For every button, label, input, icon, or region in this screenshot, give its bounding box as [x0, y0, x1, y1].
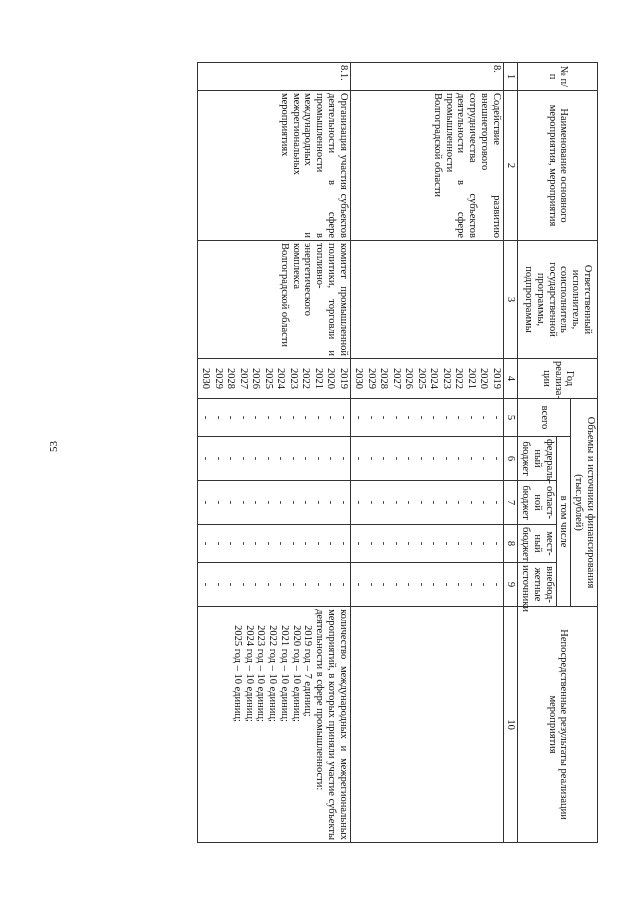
dash-value: - [262, 415, 274, 420]
dash-value: - [453, 541, 465, 546]
dash-value: - [453, 582, 465, 587]
result-year-line: 2019 год – 7 единиц; [302, 625, 314, 717]
dash-value: - [287, 541, 299, 546]
dash-value: - [390, 415, 402, 420]
dash-value: - [453, 415, 465, 420]
dash-value: - [365, 541, 377, 546]
year-value: 2027 [390, 368, 402, 389]
year-value: 2024 [428, 368, 440, 389]
year-value: 2028 [225, 368, 237, 389]
result-year-line: 2022 год – 10 единиц; [267, 625, 279, 722]
dash-value: - [275, 456, 287, 461]
dash-value: - [428, 541, 440, 546]
dash-value: - [415, 541, 427, 546]
dash-value: - [353, 541, 365, 546]
dash-value: - [453, 456, 465, 461]
row-result [350, 607, 503, 843]
dash-value: - [415, 456, 427, 461]
row-regional-values [350, 481, 503, 525]
result-year-line: 2021 год – 10 единиц; [279, 625, 290, 722]
col-number-4: 4 [503, 359, 518, 399]
dash-value: - [337, 541, 349, 546]
dash-value: - [250, 541, 262, 546]
year-value: 2019 [490, 368, 502, 389]
dash-value: - [390, 541, 402, 546]
page-number: 53 [48, 441, 60, 452]
dash-value: - [325, 500, 337, 505]
dash-value: - [478, 415, 490, 420]
dash-value: - [415, 415, 427, 420]
dash-value: - [365, 582, 377, 587]
year-value: 2028 [378, 368, 390, 389]
row-federal-values [197, 437, 350, 481]
dash-value: - [478, 582, 490, 587]
dash-value: - [237, 582, 249, 587]
col-number-3: 3 [503, 241, 518, 359]
dash-value: - [312, 541, 324, 546]
dash-value: - [275, 582, 287, 587]
row-name: Организация участия субъектов деятельности в сфере промышленности в международных и межрегиональных мероприятиях [197, 91, 350, 241]
dash-value: - [287, 500, 299, 505]
dash-value: - [312, 456, 324, 461]
dash-value: - [300, 415, 312, 420]
dash-value: - [300, 500, 312, 505]
header-number: № п/п [518, 63, 598, 91]
row-number: 8.1. [197, 63, 350, 91]
dash-value: - [403, 415, 415, 420]
dash-value: - [428, 456, 440, 461]
year-value: 2025 [415, 368, 427, 389]
dash-value: - [212, 541, 224, 546]
year-value: 2026 [403, 368, 415, 389]
dash-value: - [237, 456, 249, 461]
dash-value: - [465, 541, 477, 546]
dash-value: - [300, 541, 312, 546]
dash-value: - [465, 415, 477, 420]
dash-value: - [287, 456, 299, 461]
dash-value: - [378, 456, 390, 461]
dash-value: - [440, 456, 452, 461]
col-number-2: 2 [503, 91, 518, 241]
dash-value: - [428, 582, 440, 587]
dash-value: - [250, 582, 262, 587]
table-row [350, 63, 503, 843]
dash-value: - [337, 415, 349, 420]
dash-value: - [225, 541, 237, 546]
dash-value: - [262, 456, 274, 461]
row-years [350, 359, 503, 399]
header-including: в том числе [556, 437, 571, 607]
year-value: 2030 [353, 368, 365, 389]
dash-value: - [403, 582, 415, 587]
dash-value: - [465, 456, 477, 461]
dash-value: - [325, 456, 337, 461]
year-value: 2029 [365, 368, 377, 389]
dash-value: - [275, 541, 287, 546]
row-offbudget-values [197, 563, 350, 607]
row-number: 8. [350, 63, 503, 91]
dash-value: - [415, 582, 427, 587]
header-result: Непосредственные результаты реализации мероприятия [518, 607, 598, 843]
dash-value: - [287, 582, 299, 587]
dash-value: - [353, 582, 365, 587]
dash-value: - [262, 541, 274, 546]
dash-value: - [287, 415, 299, 420]
col-number-10: 10 [503, 607, 518, 843]
dash-value: - [428, 415, 440, 420]
dash-value: - [390, 582, 402, 587]
dash-value: - [212, 456, 224, 461]
dash-value: - [212, 582, 224, 587]
dash-value: - [237, 541, 249, 546]
col-number-7: 7 [503, 481, 518, 525]
result-year-line: 2020 год – 10 единиц; [290, 625, 302, 722]
year-value: 2029 [212, 368, 224, 389]
dash-value: - [478, 541, 490, 546]
dash-value: - [490, 456, 502, 461]
dash-value: - [225, 415, 237, 420]
dash-value: - [312, 415, 324, 420]
dash-value: - [465, 500, 477, 505]
dash-value: - [353, 456, 365, 461]
dash-value: - [440, 500, 452, 505]
dash-value: - [478, 456, 490, 461]
dash-value: - [200, 582, 212, 587]
row-responsible: комитет промышленной политики, торговли и топливно-энергетического комплекса Волгоградской области [197, 241, 350, 359]
dash-value: - [365, 456, 377, 461]
dash-value: - [453, 500, 465, 505]
col-number-8: 8 [503, 525, 518, 563]
row-name: Содействие развитию внешнеторгового сотрудничества субъектов деятельности в сфере промышленности Волгоградской области [350, 91, 503, 241]
financing-table [197, 62, 598, 843]
dash-value: - [390, 500, 402, 505]
year-value: 2026 [250, 368, 262, 389]
dash-value: - [300, 456, 312, 461]
dash-value: - [262, 500, 274, 505]
dash-value: - [440, 582, 452, 587]
row-local-values [350, 525, 503, 563]
dash-value: - [378, 541, 390, 546]
year-value: 2020 [325, 368, 337, 389]
dash-value: - [440, 541, 452, 546]
dash-value: - [353, 500, 365, 505]
result-year-line: 2025 год – 10 единиц; [232, 625, 243, 722]
dash-value: - [200, 456, 212, 461]
col-number-9: 9 [503, 563, 518, 607]
dash-value: - [478, 500, 490, 505]
dash-value: - [312, 500, 324, 505]
row-offbudget-values [350, 563, 503, 607]
dash-value: - [237, 415, 249, 420]
dash-value: - [212, 415, 224, 420]
header-regional: област-ной бюджет [518, 481, 556, 525]
row-years [197, 359, 350, 399]
row-total-values [197, 399, 350, 437]
rotated-table-container [98, 62, 598, 842]
dash-value: - [200, 415, 212, 420]
dash-value: - [378, 582, 390, 587]
dash-value: - [365, 415, 377, 420]
year-value: 2021 [312, 368, 324, 389]
dash-value: - [325, 541, 337, 546]
year-value: 2025 [262, 368, 274, 389]
year-value: 2020 [478, 368, 490, 389]
table-body [197, 63, 503, 843]
dash-value: - [403, 456, 415, 461]
row-total-values [350, 399, 503, 437]
dash-value: - [353, 415, 365, 420]
dash-value: - [225, 456, 237, 461]
dash-value: - [337, 500, 349, 505]
table-row [197, 63, 350, 843]
header-year: Год реализа-ции [518, 359, 598, 399]
row-federal-values [350, 437, 503, 481]
year-value: 2027 [237, 368, 249, 389]
dash-value: - [337, 582, 349, 587]
dash-value: - [390, 456, 402, 461]
year-value: 2019 [337, 368, 349, 389]
dash-value: - [275, 415, 287, 420]
dash-value: - [378, 500, 390, 505]
dash-value: - [225, 582, 237, 587]
year-value: 2021 [465, 368, 477, 389]
dash-value: - [465, 582, 477, 587]
header-responsible: Ответственный исполнитель, соисполнитель государственной программы, подпрограммы [518, 241, 598, 359]
dash-value: - [337, 456, 349, 461]
dash-value: - [325, 415, 337, 420]
year-value: 2023 [287, 368, 299, 389]
dash-value: - [225, 500, 237, 505]
dash-value: - [300, 582, 312, 587]
dash-value: - [212, 500, 224, 505]
row-local-values [197, 525, 350, 563]
dash-value: - [262, 582, 274, 587]
dash-value: - [490, 500, 502, 505]
header-offbudget: внебюд-жетные источники [518, 563, 556, 607]
year-value: 2022 [300, 368, 312, 389]
header-federal: федераль-ный бюджет [518, 437, 556, 481]
dash-value: - [428, 500, 440, 505]
dash-value: - [490, 415, 502, 420]
header-total: всего [518, 399, 571, 437]
header-local: мест-ный бюджет [518, 525, 556, 563]
col-number-6: 6 [503, 437, 518, 481]
dash-value: - [403, 541, 415, 546]
result-year-line: 2024 год – 10 единиц; [243, 625, 255, 722]
col-number-1: 1 [503, 63, 518, 91]
dash-value: - [490, 541, 502, 546]
dash-value: - [378, 415, 390, 420]
dash-value: - [200, 541, 212, 546]
year-value: 2023 [440, 368, 452, 389]
row-responsible [350, 241, 503, 359]
result-year-line: 2023 год – 10 единиц; [255, 625, 267, 722]
dash-value: - [250, 415, 262, 420]
header-name: Наименование основного мероприятия, мероприятия [518, 91, 598, 241]
year-value: 2022 [453, 368, 465, 389]
dash-value: - [250, 500, 262, 505]
dash-value: - [440, 415, 452, 420]
year-value: 2024 [275, 368, 287, 389]
row-result [197, 607, 350, 843]
year-value: 2030 [200, 368, 212, 389]
dash-value: - [415, 500, 427, 505]
dash-value: - [250, 456, 262, 461]
dash-value: - [312, 582, 324, 587]
col-number-5: 5 [503, 399, 518, 437]
dash-value: - [275, 500, 287, 505]
dash-value: - [490, 582, 502, 587]
row-regional-values [197, 481, 350, 525]
dash-value: - [237, 500, 249, 505]
result-intro: количество международных и межрегиональных мероприятий, в которых приняли участие субъекты деятельности в сфере промышленности: [314, 609, 349, 841]
dash-value: - [403, 500, 415, 505]
header-financing: Объемы и источники финансирования (тыс.рублей) [571, 399, 598, 607]
dash-value: - [365, 500, 377, 505]
dash-value: - [325, 582, 337, 587]
dash-value: - [200, 500, 212, 505]
